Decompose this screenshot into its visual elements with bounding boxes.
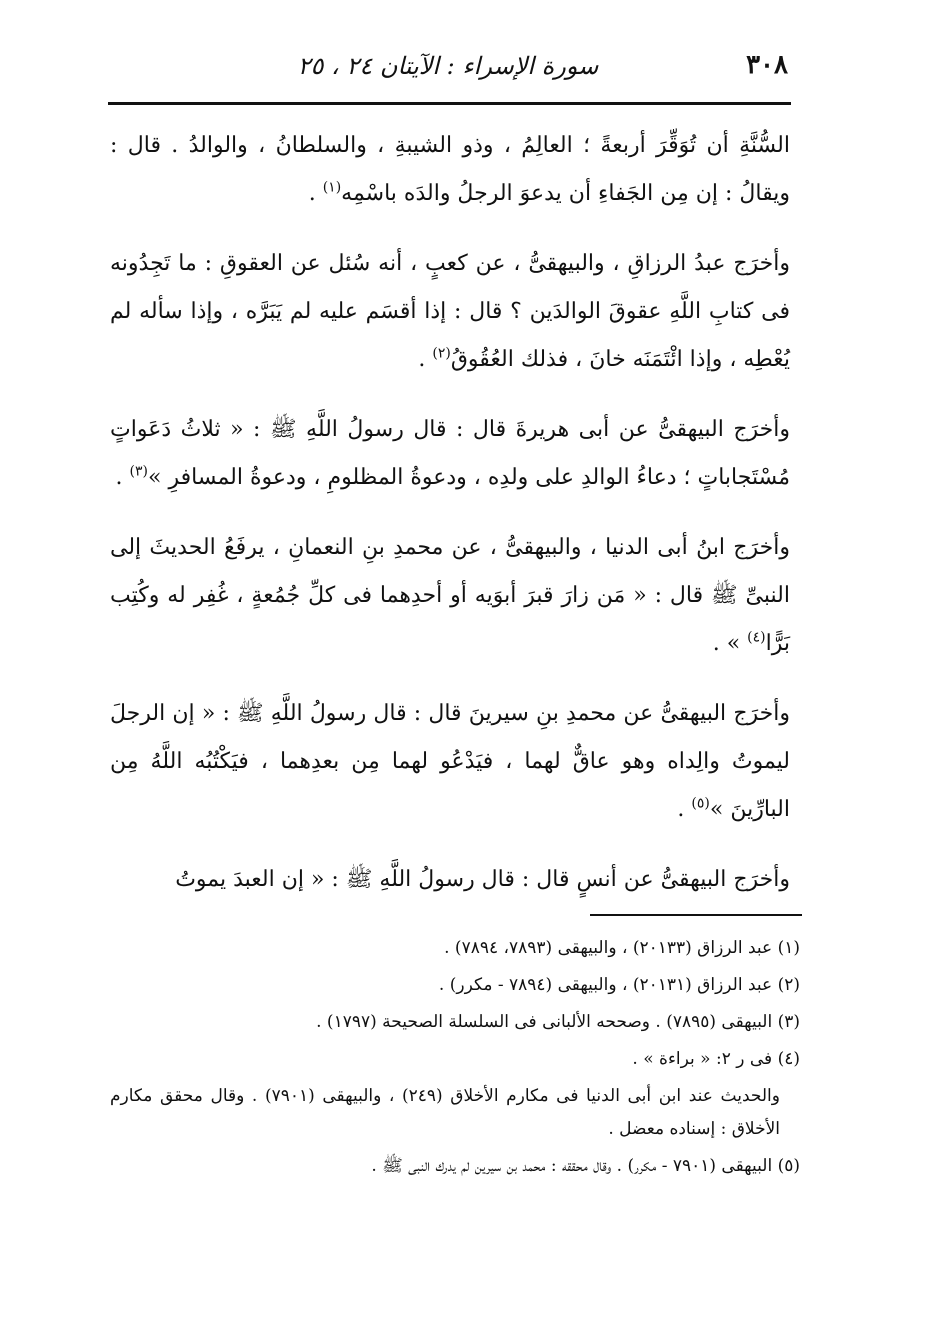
paragraph-text: وأخرَج البيهقىُّ عن محمدِ بنِ سيرينَ قال : قال رسولُ اللَّهِ ﷺ : « إن الرجلَ ليموتُ والِداه وهو عاقٌّ لهما ، فيَدْعُو لهما مِن بعدِهما ، فيَكْتُبُه اللَّهُ مِن البارِّينَ »: [110, 701, 790, 822]
paragraph-text: وأخرَج البيهقىُّ عن أنسٍ قال : قال رسولُ اللَّهِ ﷺ : « إن العبدَ يموتُ: [175, 867, 790, 892]
footnote-2: (٢) عبد الرزاق (٢٠١٣١) ، والبيهقى (٧٨٩٤ - مكرر) .: [438, 975, 800, 995]
main-text: [110, 122, 790, 926]
footnote-marker: (٤): [747, 629, 766, 646]
paragraph-3: [110, 406, 790, 502]
footnote-4: (٤) فى ر ٢: « براءة » .: [632, 1049, 800, 1069]
paragraph-text: السُّنَّةِ أن تُوَقِّرَ أربعةً ؛ العالِمُ ، وذو الشيبةِ ، والسلطانُ ، والوالدُ . قال : ويقالُ : إن مِن الجَفاءِ أن يدعوَ الرجلُ والدَه باسْمِه: [110, 133, 790, 206]
footnotes: [110, 932, 800, 1187]
footnote-marker: (١): [322, 179, 342, 196]
paragraph-1: [110, 122, 790, 218]
paragraph-end: .: [677, 797, 692, 822]
paragraph-end: .: [308, 181, 323, 206]
page-number: ٣٠٨: [746, 50, 788, 80]
footnote-marker: (٥): [691, 795, 710, 812]
paragraph-end: » .: [712, 631, 748, 656]
footnote-5: (٥) البيهقى (٧٩٠١ - مكرر) . وقال محققه : محمد بن سيرين لم يدرك النبى ﷺ .: [371, 1156, 800, 1176]
paragraph-text: وأخرَج ابنُ أبى الدنيا ، والبيهقىُّ ، عن محمدِ بنِ النعمانِ ، يرفَعُ الحديثَ إلى النبىِّ ﷺ قال : « مَن زارَ قبرَ أبوَيه أو أحدِهما فى كلِّ جُمُعةٍ ، غُفِر له وكُتِب بَرًّا: [110, 535, 790, 656]
paragraph-end: .: [115, 465, 130, 490]
footnote-marker: (٢): [432, 345, 451, 362]
footnote-marker: (٣): [129, 463, 149, 480]
paragraph-text: وأخرَج عبدُ الرزاقِ ، والبيهقىُّ ، عن كعبٍ ، أنه سُئل عن العقوقِ : ما تَجِدُونه فى كتابِ اللَّهِ عقوقَ الوالدَين ؟ قال : إذا أقسَم عليه لم يَبَرَّه ، وإذا سأله لم يُعْطِه ، وإذا ائْتَمَنَه خانَ ، فذلك العُقُوقُ: [110, 251, 790, 372]
footnote-1: (١) عبد الرزاق (٢٠١٣٣) ، والبيهقى (٧٨٩٣، ٧٨٩٤) .: [444, 938, 800, 958]
paragraph-5: [110, 690, 790, 834]
paragraph-2: [110, 240, 790, 384]
page-header: [108, 50, 788, 94]
paragraph-end: .: [418, 347, 433, 372]
running-title: سورة الإسراء : الآيتان ٢٤ ، ٢٥: [297, 52, 599, 80]
footnote-3: (٣) البيهقى (٧٨٩٥) . وصححه الألبانى فى السلسلة الصحيحة (١٧٩٧) .: [316, 1012, 800, 1032]
header-divider: [108, 102, 791, 105]
paragraph-4: [110, 524, 790, 668]
paragraph-text: وأخرَج البيهقىُّ عن أبى هريرةَ قال : قال رسولُ اللَّهِ ﷺ : « ثلاثُ دَعَواتٍ مُسْتَجاباتٍ ؛ دعاءُ الوالدِ على ولدِه ، ودعوةُ المظلومِ ، ودعوةُ المسافرِ »: [110, 417, 790, 490]
footnote-divider: [590, 914, 802, 916]
paragraph-6: [110, 856, 790, 904]
footnote-4-note: والحديث عند ابن أبى الدنيا فى مكارم الأخلاق (٢٤٩) ، والبيهقى (٧٩٠١) . وقال محقق مكارم الأخلاق : إسناده معضل .: [110, 1086, 780, 1139]
